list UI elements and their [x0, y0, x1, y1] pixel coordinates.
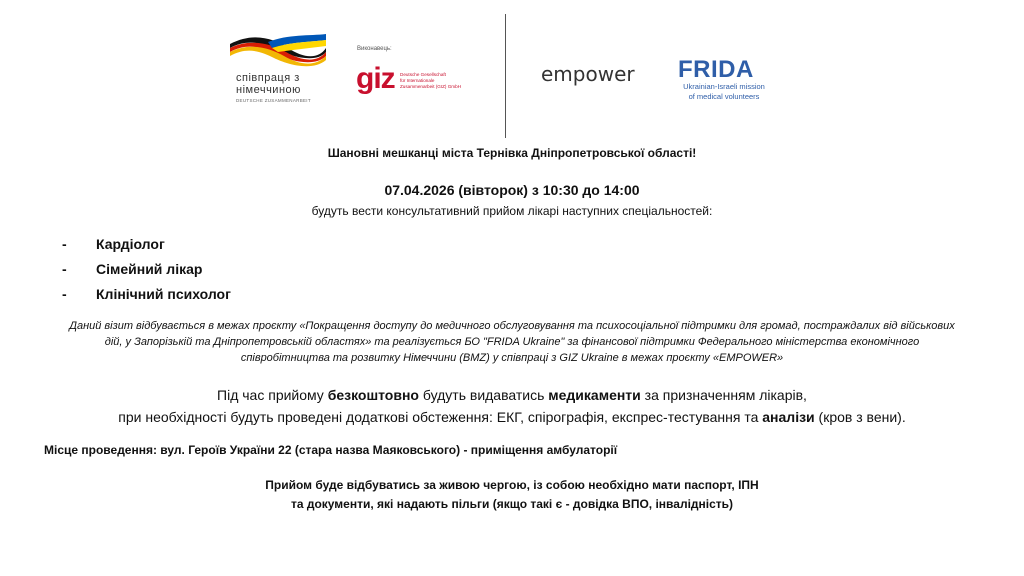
queue-line2: та документи, які надають пільги (якщо такі є - довідка ВПО, інвалідність): [290, 497, 734, 511]
project-description: [50, 318, 974, 366]
giz-name-line2: für Internationale: [400, 78, 435, 83]
giz-name-line3: Zusammenarbeit (GIZ) GmbH: [400, 84, 462, 89]
germany-logo-line2: німеччиною: [236, 84, 301, 96]
list-item: [62, 286, 231, 311]
frida-logo: FRIDA: [678, 56, 754, 83]
list-dash: -: [62, 236, 67, 252]
specialist-label: Клінічний психолог: [96, 286, 231, 302]
specialist-label: Сімейний лікар: [96, 261, 203, 277]
project-line2: дій, у Запорізькій та Дніпропетровській областях» та реалізується БО "FRIDA Ukraine" за фінансової підтримки Федерального міністерства економічного: [104, 336, 920, 348]
giz-executor-label: Виконавець:: [357, 46, 392, 52]
medication-text: (кров з вени).: [814, 409, 906, 425]
medication-text: Під час прийому: [217, 387, 328, 403]
project-line3: співробітництва та розвитку Німеччини (BMZ) у співпраці з GIZ Ukraine в межах проєкту «EMPOWER»: [240, 352, 784, 364]
germany-cooperation-logo: [228, 30, 328, 110]
list-dash: -: [62, 261, 67, 277]
appointment-date: 07.04.2026 (вівторок) з 10:30 до 14:00: [384, 182, 640, 198]
medication-line2: [0, 406, 1024, 428]
frida-subtitle: [672, 82, 776, 102]
giz-full-name: [400, 72, 461, 90]
flag-wave-icon: [228, 30, 328, 70]
giz-logo: giz: [356, 62, 395, 95]
empower-logo: empower: [541, 62, 635, 86]
medication-medicines: медикаменти: [548, 387, 641, 403]
venue-address: Місце проведення: вул. Героїв України 22 (стара назва Маяковського) - приміщення амбулаторії: [44, 443, 618, 457]
list-dash: -: [62, 286, 67, 302]
giz-name-line1: Deutsche Gesellschaft: [400, 72, 446, 77]
intro-text: будуть вести консультативний прийом лікарі наступних спеціальностей:: [311, 204, 713, 218]
specialists-list: [62, 236, 231, 311]
medication-text: будуть видаватись: [418, 387, 549, 403]
frida-subtitle-line1: Ukrainian-Israeli mission: [683, 82, 765, 91]
logo-divider: [505, 14, 506, 138]
germany-logo-line1: співпраця з: [236, 72, 300, 84]
germany-logo-line3: DEUTSCHE ZUSAMMENARBEIT: [236, 98, 311, 103]
project-line1: Даний візит відбувається в межах проєкту «Покращення доступу до медичного обслуговування та психосоціальної підтримки для громад, постраждалих від військових: [69, 320, 955, 332]
medication-free: безкоштовно: [327, 387, 419, 403]
frida-subtitle-line2: of medical volunteers: [688, 92, 760, 101]
greeting-heading: Шановні мешканці міста Тернівка Дніпропетровської області!: [327, 146, 697, 160]
queue-requirements: [0, 476, 1024, 514]
medication-info: [0, 384, 1024, 428]
list-item: [62, 261, 231, 286]
queue-line1: Прийом буде відбуватись за живою чергою, із собою необхідно мати паспорт, ІПН: [265, 478, 759, 492]
medication-text: при необхідності будуть проведені додаткові обстеження: ЕКГ, спірографія, експрес-тестування та: [118, 409, 763, 425]
medication-line1: [0, 384, 1024, 406]
list-item: [62, 236, 231, 261]
specialist-label: Кардіолог: [96, 236, 165, 252]
medication-text: за призначенням лікарів,: [640, 387, 807, 403]
medication-analyses: аналізи: [762, 409, 815, 425]
